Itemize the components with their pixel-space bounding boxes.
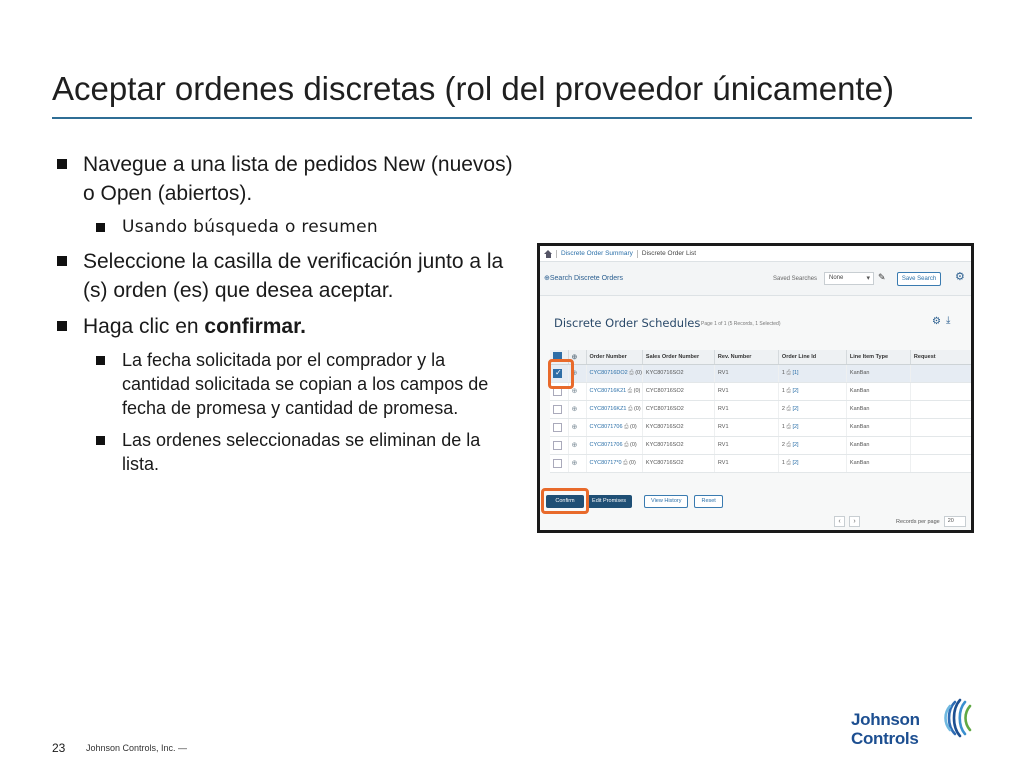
sales-order-cell: KYC80716SO2 [642,436,714,454]
attachment-count: (0) [633,405,641,412]
row-expand-cell[interactable] [568,436,586,454]
row-select-cell[interactable] [550,418,568,436]
order-line-cell [778,454,846,472]
line-item-type-cell: KanBan [846,418,910,436]
line-attachment-icon[interactable]: ⎙ [786,423,791,430]
rev-number-cell: RV1 [714,454,778,472]
attachment-icon[interactable]: ⎙ [623,459,628,466]
bullet-click-bold: confirmar. [204,315,306,338]
rev-number-cell: RV1 [714,364,778,382]
breadcrumb-list: Discrete Order List [641,250,697,257]
table-header-row [550,350,974,364]
attachment-icon[interactable]: ⎙ [628,405,633,412]
col-order-number-label: Order Number [589,353,627,360]
order-line-cell [778,418,846,436]
line-number: 1 [781,423,785,430]
line-item-type-cell: KanBan [846,382,910,400]
row-select-cell[interactable] [550,436,568,454]
order-number-link[interactable]: CYC8071706 [589,441,623,448]
app-screenshot [537,243,974,533]
row-expand-icon[interactable]: ⊕ [571,370,578,377]
home-icon[interactable] [544,250,552,258]
sales-order-cell: KYC80716SO2 [642,364,714,382]
line-item-type-cell: KanBan [846,400,910,418]
line-attachment-icon[interactable]: ⎙ [786,387,791,394]
line-attachment-icon[interactable]: ⎙ [786,441,791,448]
johnson-controls-logo [851,696,977,756]
col-line-item-type[interactable] [846,350,910,364]
sales-order-cell: KYC80716SO2 [642,454,714,472]
title-divider [52,117,972,119]
line-number: 1 [781,369,785,376]
records-per-page-label: Records per page [896,518,940,525]
records-per-page-select[interactable]: 20 [944,516,966,527]
prev-page-button[interactable]: ‹ [834,516,845,527]
order-number-cell[interactable] [586,400,642,418]
save-search-button[interactable]: Save Search [897,272,941,286]
search-bar [540,262,971,296]
schedules-title: Discrete Order Schedules [554,316,701,330]
logo-globe-icon [933,696,977,740]
request-cell [910,382,974,400]
saved-searches-label: Saved Searches [773,276,818,282]
bullet-click-confirm [56,312,516,341]
col-sales-order-number[interactable] [642,350,714,364]
slide-title: Aceptar ordenes discretas (rol del proveedor únicamente) [52,70,894,107]
row-expand-icon[interactable]: ⊕ [571,424,578,431]
rev-number-cell: RV1 [714,382,778,400]
reset-button[interactable]: Reset [694,495,722,508]
logo-line-1: Johnson [851,710,920,729]
request-cell [910,364,974,382]
bullet-click-prefix: Haga clic en [83,315,205,338]
line-attachment-icon[interactable]: ⎙ [786,405,791,412]
search-toggle[interactable] [544,274,623,282]
order-number-link[interactable]: CYC80716KZ1 [589,405,627,412]
line-id-link[interactable]: [2] [792,387,799,394]
next-page-button[interactable]: › [849,516,860,527]
col-request-label: Request [913,353,936,360]
table-row[interactable] [550,382,974,400]
bullet-select: Seleccione la casilla de verificación junto a la (s) orden (es) que desea aceptar. [56,247,516,305]
row-expand-cell[interactable] [568,418,586,436]
order-line-cell [778,364,846,382]
search-title: Search Discrete Orders [549,275,624,282]
pagination [834,516,966,527]
attachment-icon[interactable]: ⎙ [624,423,629,430]
logo-wordmark [851,710,920,748]
attachment-count: (0) [630,441,637,448]
request-cell [910,436,974,454]
row-checkbox[interactable] [553,441,562,450]
table-settings-gear-icon[interactable]: ⚙ [932,316,941,327]
line-id-link[interactable]: [2] [792,441,799,448]
settings-gear-icon[interactable]: ⚙ [955,271,965,283]
attachment-count: (0) [630,423,637,430]
order-number-cell[interactable] [586,436,642,454]
bullet-confirm-sub-1: La fecha solicitada por el comprador y la cantidad solicitada se copian a los campos de fecha de promesa y cantidad de promesa. [96,348,516,420]
table-row[interactable] [550,418,974,436]
rev-number-cell: RV1 [714,436,778,454]
line-attachment-icon[interactable]: ⎙ [786,369,791,376]
attachment-icon[interactable]: ⎙ [624,441,629,448]
order-number-link[interactable]: CYC80716DO2 [589,369,628,376]
breadcrumb-separator [556,250,557,258]
request-cell [910,400,974,418]
line-number: 1 [781,459,785,466]
sales-order-cell: CYC80716SO2 [642,382,714,400]
order-number-link[interactable]: CYC8071706 [589,423,623,430]
footer-company: Johnson Controls, Inc. — [86,743,188,753]
edit-pencil-icon[interactable]: ✎ [878,272,886,282]
row-expand-icon[interactable]: ⊕ [571,442,578,449]
bullet-list [56,150,516,484]
row-expand-cell[interactable] [568,454,586,472]
rev-number-cell: RV1 [714,400,778,418]
bullet-navigate: Navegue a una lista de pedidos New (nuevos) o Open (abiertos). [56,150,516,208]
request-cell [910,418,974,436]
order-line-cell [778,436,846,454]
line-number: 2 [781,441,785,448]
row-expand-icon[interactable]: ⊕ [571,406,578,413]
row-expand-cell[interactable] [568,400,586,418]
expand-all-icon[interactable]: ⊕ [571,353,578,361]
request-cell [910,454,974,472]
col-order-line-id-label: Order Line Id [781,353,817,360]
table-row[interactable] [550,436,974,454]
row-checkbox[interactable] [553,459,562,468]
row-select-cell[interactable] [550,454,568,472]
bullet-navigate-sub: Usando búsqueda o resumen [96,215,516,239]
page-number: 23 [52,741,66,755]
attachment-icon[interactable]: ⎙ [629,369,634,376]
attachment-count: (0) [635,369,642,376]
order-number-link[interactable]: CYC80716K21 [589,387,627,394]
view-history-button[interactable]: View History [644,495,688,508]
breadcrumb [540,246,971,262]
col-sales-order-number-label: Sales Order Number [645,353,700,360]
order-number-cell[interactable] [586,382,642,400]
order-line-cell [778,400,846,418]
col-order-line-id[interactable] [778,350,846,364]
order-number-cell[interactable] [586,364,642,382]
edit-promises-button[interactable]: Edit Promises [586,495,632,508]
breadcrumb-separator [637,250,638,258]
row-checkbox[interactable] [553,423,562,432]
row-expand-icon[interactable]: ⊕ [571,460,578,467]
line-item-type-cell: KanBan [846,454,910,472]
col-rev-number-label: Rev. Number [717,353,752,360]
row-select-cell[interactable] [550,400,568,418]
col-order-number[interactable] [586,350,642,364]
rev-number-cell: RV1 [714,418,778,436]
sales-order-cell: CYC80716SO2 [642,400,714,418]
order-number-link[interactable]: CYC80717*0 [589,459,622,466]
col-line-item-type-label: Line Item Type [849,353,889,360]
confirm-button[interactable]: Confirm [546,495,584,508]
logo-line-2: Controls [851,729,919,748]
saved-searches-select[interactable]: None ▾ [824,272,874,285]
line-id-link[interactable]: [2] [792,405,799,412]
orders-table [550,350,974,473]
table-row[interactable] [550,454,974,472]
col-rev-number[interactable] [714,350,778,364]
row-checkbox[interactable] [553,405,562,414]
col-request[interactable] [910,350,974,364]
breadcrumb-summary[interactable]: Discrete Order Summary [561,250,633,257]
attachment-count: (0) [629,459,636,466]
order-number-cell[interactable] [586,418,642,436]
line-number: 2 [781,405,785,412]
line-item-type-cell: KanBan [846,364,910,382]
attachment-icon[interactable]: ⎙ [627,387,633,394]
order-number-cell[interactable] [586,454,642,472]
attachment-count: (0) [633,387,641,394]
line-attachment-icon[interactable]: ⎙ [786,459,791,466]
download-icon[interactable]: ⤓ [946,315,951,326]
table-row[interactable] [550,364,974,382]
table-row[interactable] [550,400,974,418]
schedules-header [540,296,971,340]
order-line-cell [778,382,846,400]
line-id-link[interactable]: [2] [792,459,799,466]
confirm-highlight [541,488,589,514]
checkbox-highlight [548,359,574,389]
sales-order-cell: KYC80716SO2 [642,418,714,436]
line-id-link[interactable]: [1] [792,369,799,376]
expand-icon: ⊕ [544,275,550,282]
line-id-link[interactable]: [2] [792,423,799,430]
schedules-record-count: Page 1 of 1 (5 Records, 1 Selected) [701,321,781,327]
line-item-type-cell: KanBan [846,436,910,454]
bullet-confirm-sub-2: Las ordenes seleccionadas se eliminan de la lista. [96,428,516,476]
line-number: 1 [781,387,785,394]
row-expand-icon[interactable]: ⊕ [571,388,578,395]
